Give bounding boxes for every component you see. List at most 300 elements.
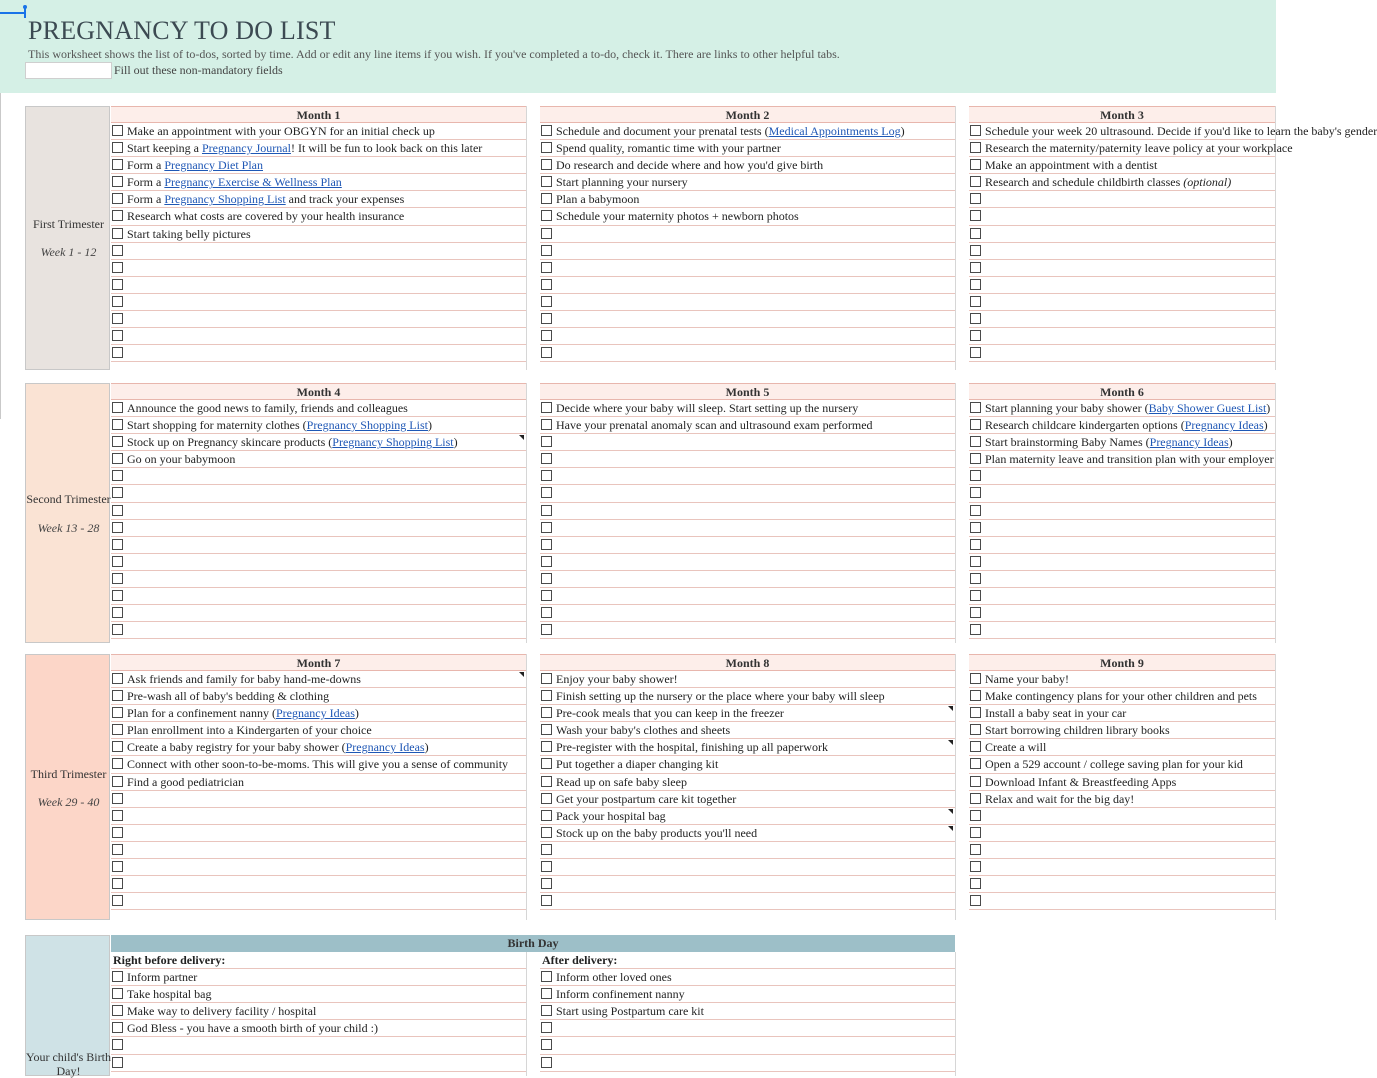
todo-checkbox[interactable] xyxy=(112,228,123,239)
month-header: Month 7 xyxy=(111,654,526,671)
todo-row xyxy=(111,520,526,537)
todo-text-part: Form a xyxy=(127,175,165,190)
todo-checkbox[interactable] xyxy=(112,505,123,516)
page-subtitle: This worksheet shows the list of to-dos, sorted by time. Add or edit any line items if you wish. If you've completed a to-do, check it. There are links to other helpful tabs. xyxy=(28,47,840,61)
todo-checkbox[interactable] xyxy=(541,539,552,550)
todo-checkbox[interactable] xyxy=(541,556,552,567)
todo-checkbox[interactable] xyxy=(112,556,123,567)
todo-checkbox[interactable] xyxy=(541,436,552,447)
todo-checkbox[interactable] xyxy=(970,347,981,358)
todo-text-part: Start shopping for maternity clothes ( xyxy=(127,418,307,433)
todo-checkbox[interactable] xyxy=(970,573,981,584)
todo-text xyxy=(556,757,718,772)
todo-checkbox[interactable] xyxy=(970,313,981,324)
todo-row xyxy=(111,876,526,893)
todo-checkbox[interactable] xyxy=(970,673,981,684)
todo-checkbox[interactable] xyxy=(541,159,552,170)
month-column xyxy=(111,106,527,370)
todo-checkbox[interactable] xyxy=(112,419,123,430)
todo-checkbox[interactable] xyxy=(112,707,123,718)
todo-checkbox[interactable] xyxy=(112,724,123,735)
todo-checkbox[interactable] xyxy=(112,522,123,533)
comment-indicator[interactable] xyxy=(948,809,953,814)
todo-row xyxy=(111,808,526,825)
todo-checkbox[interactable] xyxy=(970,402,981,413)
todo-checkbox[interactable] xyxy=(970,590,981,601)
todo-link[interactable]: Pregnancy Journal xyxy=(201,141,291,156)
todo-checkbox[interactable] xyxy=(112,176,123,187)
todo-row xyxy=(969,260,1275,277)
todo-text xyxy=(127,435,458,450)
todo-row xyxy=(969,791,1275,808)
todo-checkbox[interactable] xyxy=(970,861,981,872)
todo-row xyxy=(969,774,1275,791)
todo-row xyxy=(111,226,526,243)
todo-checkbox[interactable] xyxy=(112,1057,123,1068)
todo-checkbox[interactable] xyxy=(970,539,981,550)
todo-checkbox[interactable] xyxy=(541,210,552,221)
birth-day-section xyxy=(25,935,1276,1076)
birth-day-subheading: After delivery: xyxy=(542,953,618,967)
todo-checkbox[interactable] xyxy=(112,402,123,413)
todo-checkbox[interactable] xyxy=(970,245,981,256)
todo-row xyxy=(111,294,526,311)
todo-row xyxy=(111,400,526,417)
todo-text xyxy=(556,401,858,416)
month-column xyxy=(111,654,527,920)
todo-checkbox[interactable] xyxy=(541,487,552,498)
todo-row xyxy=(540,417,955,434)
todo-checkbox[interactable] xyxy=(112,330,123,341)
todo-link[interactable]: Pregnancy Ideas xyxy=(1149,435,1229,450)
todo-row xyxy=(969,893,1275,910)
todo-text-part: Inform other loved ones xyxy=(556,970,672,985)
todo-row xyxy=(540,876,955,893)
todo-text-part: Make an appointment with a dentist xyxy=(985,158,1158,173)
todo-checkbox[interactable] xyxy=(112,590,123,601)
todo-checkbox[interactable] xyxy=(112,861,123,872)
todo-checkbox[interactable] xyxy=(541,810,552,821)
todo-row xyxy=(969,434,1275,451)
todo-checkbox[interactable] xyxy=(541,690,552,701)
month-column xyxy=(111,383,527,643)
todo-row xyxy=(969,485,1275,502)
todo-checkbox[interactable] xyxy=(112,279,123,290)
todo-row xyxy=(111,605,526,622)
todo-checkbox[interactable] xyxy=(970,279,981,290)
todo-text-part: Go on your babymoon xyxy=(127,452,236,467)
todo-row xyxy=(111,588,526,605)
todo-text-part: Open a 529 account / college saving plan for your kid xyxy=(985,757,1243,772)
todo-checkbox[interactable] xyxy=(112,878,123,889)
todo-row xyxy=(111,859,526,876)
todo-text-part: Pre-wash all of baby's bedding & clothing xyxy=(127,689,330,704)
todo-checkbox[interactable] xyxy=(970,159,981,170)
todo-checkbox[interactable] xyxy=(541,193,552,204)
todo-checkbox[interactable] xyxy=(112,539,123,550)
todo-checkbox[interactable] xyxy=(970,330,981,341)
todo-row xyxy=(540,157,955,174)
todo-text xyxy=(127,227,251,242)
todo-checkbox[interactable] xyxy=(970,125,981,136)
todo-row xyxy=(969,605,1275,622)
todo-text xyxy=(127,970,197,985)
month-header: Month 6 xyxy=(969,383,1275,400)
todo-checkbox[interactable] xyxy=(970,878,981,889)
todo-checkbox[interactable] xyxy=(112,776,123,787)
comment-indicator[interactable] xyxy=(519,672,524,677)
todo-row xyxy=(540,537,955,554)
month-column xyxy=(969,383,1276,643)
todo-checkbox[interactable] xyxy=(112,971,123,982)
todo-text-part: Plan maternity leave and transition plan with your employer xyxy=(985,452,1274,467)
todo-text xyxy=(127,723,372,738)
todo-row xyxy=(111,277,526,294)
comment-indicator[interactable] xyxy=(519,435,524,440)
todo-checkbox[interactable] xyxy=(970,741,981,752)
todo-checkbox[interactable] xyxy=(541,142,552,153)
todo-checkbox[interactable] xyxy=(112,1039,123,1050)
todo-checkbox[interactable] xyxy=(541,724,552,735)
todo-text-part: Pack your hospital bag xyxy=(556,808,666,823)
todo-checkbox[interactable] xyxy=(541,505,552,516)
todo-checkbox[interactable] xyxy=(970,419,981,430)
todo-row xyxy=(540,825,955,842)
todo-checkbox[interactable] xyxy=(112,895,123,906)
todo-checkbox[interactable] xyxy=(112,142,123,153)
todo-checkbox[interactable] xyxy=(541,330,552,341)
todo-checkbox[interactable] xyxy=(541,347,552,358)
month-header: Month 2 xyxy=(540,106,955,123)
selection-drag-handle[interactable] xyxy=(23,5,27,9)
todo-checkbox[interactable] xyxy=(541,673,552,684)
todo-checkbox[interactable] xyxy=(112,793,123,804)
todo-row xyxy=(540,1037,955,1054)
todo-text xyxy=(985,775,1176,790)
todo-link[interactable]: Pregnancy Ideas xyxy=(345,740,425,755)
todo-text-part: Connect with other soon-to-be-moms. This will give you a sense of community xyxy=(127,757,509,772)
todo-checkbox[interactable] xyxy=(112,607,123,618)
todo-row xyxy=(969,571,1275,588)
todo-checkbox[interactable] xyxy=(970,724,981,735)
todo-checkbox[interactable] xyxy=(112,988,123,999)
todo-row xyxy=(111,893,526,910)
todo-checkbox[interactable] xyxy=(112,159,123,170)
todo-checkbox[interactable] xyxy=(112,844,123,855)
todo-text-part: Get your postpartum care kit together xyxy=(556,791,737,806)
month-column xyxy=(540,654,956,920)
todo-checkbox[interactable] xyxy=(541,988,552,999)
todo-row xyxy=(111,208,526,225)
todo-text xyxy=(127,672,361,687)
todo-checkbox[interactable] xyxy=(541,707,552,718)
todo-checkbox[interactable] xyxy=(970,487,981,498)
todo-row xyxy=(540,554,955,571)
todo-row xyxy=(540,485,955,502)
comment-indicator[interactable] xyxy=(948,740,953,745)
todo-checkbox[interactable] xyxy=(541,590,552,601)
todo-checkbox[interactable] xyxy=(541,1039,552,1050)
todo-text xyxy=(556,689,885,704)
todo-checkbox[interactable] xyxy=(112,741,123,752)
todo-text xyxy=(556,672,678,687)
todo-checkbox[interactable] xyxy=(541,861,552,872)
todo-checkbox[interactable] xyxy=(541,776,552,787)
todo-text-part: Start keeping a xyxy=(127,141,202,156)
todo-checkbox[interactable] xyxy=(541,470,552,481)
todo-row xyxy=(111,328,526,345)
todo-text-part: Research childcare kindergarten options ( xyxy=(985,418,1185,433)
todo-checkbox[interactable] xyxy=(541,453,552,464)
comment-indicator[interactable] xyxy=(948,826,953,831)
todo-text xyxy=(556,775,687,790)
todo-checkbox[interactable] xyxy=(541,895,552,906)
todo-text-part: Start brainstorming Baby Names ( xyxy=(985,435,1150,450)
todo-checkbox[interactable] xyxy=(541,522,552,533)
todo-text-part: Inform partner xyxy=(127,970,198,985)
todo-text xyxy=(556,418,873,433)
todo-text-part: ! It will be fun to look back on this later xyxy=(290,141,483,156)
todo-text xyxy=(556,175,688,190)
month-header: Month 1 xyxy=(111,106,526,123)
todo-row xyxy=(111,243,526,260)
todo-checkbox[interactable] xyxy=(541,624,552,635)
todo-checkbox[interactable] xyxy=(112,193,123,204)
todo-checkbox[interactable] xyxy=(541,419,552,430)
todo-checkbox[interactable] xyxy=(970,522,981,533)
trimester-weeks: Week 1 - 12 xyxy=(40,245,97,259)
todo-text-part: Create a will xyxy=(985,740,1047,755)
todo-checkbox[interactable] xyxy=(541,844,552,855)
todo-checkbox[interactable] xyxy=(112,1005,123,1016)
todo-checkbox[interactable] xyxy=(541,741,552,752)
trimester-name: Second Trimester xyxy=(26,492,111,506)
todo-text xyxy=(127,1004,316,1019)
todo-row xyxy=(111,791,526,808)
todo-checkbox[interactable] xyxy=(112,470,123,481)
todo-checkbox[interactable] xyxy=(970,142,981,153)
todo-checkbox[interactable] xyxy=(970,470,981,481)
todo-row xyxy=(969,842,1275,859)
todo-checkbox[interactable] xyxy=(112,262,123,273)
todo-checkbox[interactable] xyxy=(112,758,123,769)
birth-day-column xyxy=(111,952,527,1076)
todo-row xyxy=(111,571,526,588)
todo-row xyxy=(540,571,955,588)
todo-row xyxy=(111,485,526,502)
todo-text xyxy=(985,757,1243,772)
todo-row xyxy=(111,140,526,157)
todo-row xyxy=(111,1020,526,1037)
todo-checkbox[interactable] xyxy=(541,758,552,769)
todo-link[interactable]: Pregnancy Shopping List xyxy=(164,192,286,207)
todo-row xyxy=(540,791,955,808)
todo-row xyxy=(540,1055,955,1072)
comment-indicator[interactable] xyxy=(948,706,953,711)
todo-text-part: Research and schedule childbirth classes xyxy=(985,175,1184,190)
birth-day-subheading-row xyxy=(540,952,955,969)
todo-checkbox[interactable] xyxy=(541,573,552,584)
todo-checkbox[interactable] xyxy=(112,624,123,635)
todo-row xyxy=(540,774,955,791)
todo-checkbox[interactable] xyxy=(541,793,552,804)
todo-checkbox[interactable] xyxy=(112,673,123,684)
todo-checkbox[interactable] xyxy=(541,279,552,290)
todo-link[interactable]: Pregnancy Ideas xyxy=(275,706,355,721)
todo-link[interactable]: Pregnancy Exercise & Wellness Plan xyxy=(164,175,342,190)
todo-link[interactable]: Pregnancy Shopping List xyxy=(306,418,428,433)
todo-row xyxy=(969,311,1275,328)
todo-checkbox[interactable] xyxy=(112,453,123,464)
todo-text xyxy=(556,987,685,1002)
todo-checkbox[interactable] xyxy=(112,245,123,256)
todo-checkbox[interactable] xyxy=(541,296,552,307)
todo-text-part: Do research and decide where and how you'd give birth xyxy=(556,158,824,173)
todo-row xyxy=(540,140,955,157)
trimester-side-label-cell xyxy=(25,654,110,920)
trimester-section xyxy=(25,383,1276,643)
todo-row xyxy=(540,605,955,622)
todo-checkbox[interactable] xyxy=(112,573,123,584)
todo-text-part: (optional) xyxy=(1183,175,1232,190)
todo-row xyxy=(969,191,1275,208)
todo-text-part: ) xyxy=(427,418,432,433)
trimester-section xyxy=(25,106,1377,370)
todo-checkbox[interactable] xyxy=(970,810,981,821)
todo-link[interactable]: Pregnancy Shopping List xyxy=(332,435,454,450)
birth-day-column xyxy=(540,952,956,1076)
todo-checkbox[interactable] xyxy=(970,228,981,239)
todo-checkbox[interactable] xyxy=(970,844,981,855)
todo-checkbox[interactable] xyxy=(112,210,123,221)
todo-link[interactable]: Medical Appointments Log xyxy=(768,124,901,138)
todo-checkbox[interactable] xyxy=(541,262,552,273)
todo-row xyxy=(111,756,526,773)
todo-text xyxy=(985,689,1257,704)
todo-checkbox[interactable] xyxy=(970,193,981,204)
todo-checkbox[interactable] xyxy=(112,827,123,838)
todo-checkbox[interactable] xyxy=(112,313,123,324)
todo-checkbox[interactable] xyxy=(970,296,981,307)
trimester-section xyxy=(25,654,1276,920)
todo-checkbox[interactable] xyxy=(112,125,123,136)
todo-text xyxy=(127,740,429,755)
todo-checkbox[interactable] xyxy=(541,1057,552,1068)
todo-checkbox[interactable] xyxy=(112,436,123,447)
todo-checkbox[interactable] xyxy=(541,607,552,618)
todo-text-part: Start planning your nursery xyxy=(556,175,688,190)
todo-checkbox[interactable] xyxy=(541,1005,552,1016)
todo-text-part: Relax and wait for the big day! xyxy=(985,791,1135,806)
todo-row xyxy=(969,825,1275,842)
todo-checkbox[interactable] xyxy=(112,347,123,358)
todo-checkbox[interactable] xyxy=(970,690,981,701)
todo-checkbox[interactable] xyxy=(970,624,981,635)
todo-row xyxy=(969,174,1275,191)
todo-checkbox[interactable] xyxy=(970,505,981,516)
todo-text xyxy=(985,740,1046,755)
todo-text xyxy=(556,970,672,985)
todo-text-part: Install a baby seat in your car xyxy=(985,706,1127,721)
todo-text-part: Download Infant & Breastfeeding Apps xyxy=(985,774,1177,789)
todo-checkbox[interactable] xyxy=(541,878,552,889)
legend-swatch[interactable] xyxy=(25,62,112,79)
cell-selection-handle[interactable] xyxy=(24,8,26,18)
todo-checkbox[interactable] xyxy=(112,1022,123,1033)
todo-checkbox[interactable] xyxy=(970,453,981,464)
todo-row xyxy=(111,969,526,986)
todo-text-part: Research what costs are covered by your health insurance xyxy=(127,209,405,224)
todo-checkbox[interactable] xyxy=(970,827,981,838)
todo-checkbox[interactable] xyxy=(541,228,552,239)
todo-row xyxy=(111,705,526,722)
todo-checkbox[interactable] xyxy=(970,793,981,804)
todo-checkbox[interactable] xyxy=(541,176,552,187)
todo-row xyxy=(540,1003,955,1020)
todo-checkbox[interactable] xyxy=(112,296,123,307)
todo-text xyxy=(985,418,1268,433)
todo-checkbox[interactable] xyxy=(112,487,123,498)
todo-row xyxy=(111,739,526,756)
todo-link[interactable]: Baby Shower Guest List xyxy=(1148,401,1267,415)
todo-checkbox[interactable] xyxy=(541,125,552,136)
todo-row xyxy=(969,859,1275,876)
todo-text-part: Enjoy your baby shower! xyxy=(556,672,678,686)
todo-checkbox[interactable] xyxy=(970,210,981,221)
todo-checkbox[interactable] xyxy=(112,810,123,821)
month-column xyxy=(969,654,1276,920)
todo-text xyxy=(556,809,666,824)
month-column xyxy=(540,383,956,643)
todo-checkbox[interactable] xyxy=(541,402,552,413)
todo-checkbox[interactable] xyxy=(970,556,981,567)
todo-text xyxy=(985,435,1233,450)
todo-checkbox[interactable] xyxy=(970,176,981,187)
todo-checkbox[interactable] xyxy=(970,895,981,906)
todo-text xyxy=(127,1021,378,1036)
todo-row xyxy=(540,191,955,208)
todo-text xyxy=(985,452,1274,467)
todo-checkbox[interactable] xyxy=(541,1022,552,1033)
todo-text-part: Find a good pediatrician xyxy=(127,774,244,789)
todo-checkbox[interactable] xyxy=(970,607,981,618)
todo-row xyxy=(969,226,1275,243)
todo-text-part: Put together a diaper changing kit xyxy=(556,757,719,772)
todo-link[interactable]: Pregnancy Diet Plan xyxy=(164,158,263,173)
todo-checkbox[interactable] xyxy=(541,827,552,838)
todo-checkbox[interactable] xyxy=(541,313,552,324)
todo-row xyxy=(540,842,955,859)
todo-row xyxy=(969,417,1275,434)
todo-row xyxy=(540,688,955,705)
todo-checkbox[interactable] xyxy=(112,690,123,701)
month-header: Month 3 xyxy=(969,106,1275,123)
todo-text-part: Schedule and document your prenatal tests ( xyxy=(556,124,769,138)
todo-checkbox[interactable] xyxy=(970,758,981,769)
todo-checkbox[interactable] xyxy=(970,436,981,447)
cell-selection-indicator[interactable] xyxy=(0,12,26,14)
todo-text xyxy=(127,192,404,207)
todo-row xyxy=(111,434,526,451)
todo-checkbox[interactable] xyxy=(541,971,552,982)
todo-checkbox[interactable] xyxy=(970,262,981,273)
todo-checkbox[interactable] xyxy=(970,707,981,718)
birth-day-subheading: Right before delivery: xyxy=(113,953,226,967)
todo-checkbox[interactable] xyxy=(970,776,981,787)
todo-row xyxy=(969,688,1275,705)
todo-checkbox[interactable] xyxy=(541,245,552,256)
todo-link[interactable]: Pregnancy Ideas xyxy=(1184,418,1264,433)
